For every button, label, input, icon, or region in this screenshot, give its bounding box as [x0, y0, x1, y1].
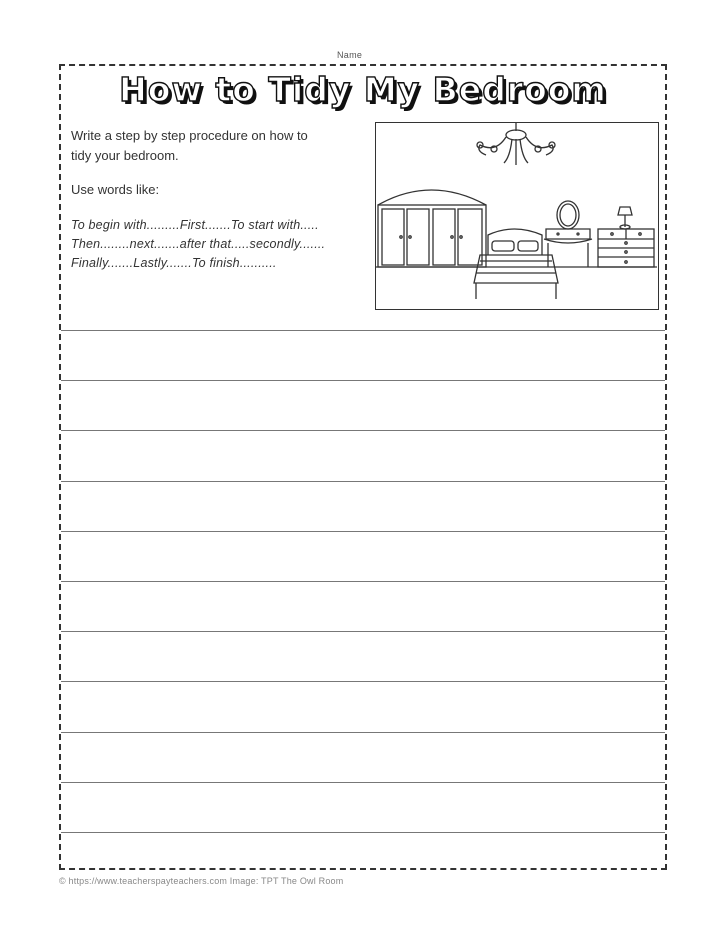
name-label: Name [337, 50, 363, 60]
worksheet-border [59, 64, 667, 870]
instruction-line-1: Write a step by step procedure on how to [71, 128, 308, 143]
writing-line[interactable] [61, 430, 665, 431]
writing-line[interactable] [61, 732, 665, 733]
writing-line[interactable] [61, 330, 665, 331]
writing-line[interactable] [61, 581, 665, 582]
wardrobe-icon [378, 190, 486, 267]
use-words-label: Use words like: [71, 182, 160, 197]
vanity-mirror-icon [544, 201, 592, 267]
bedroom-illustration [375, 122, 659, 310]
writing-line[interactable] [61, 631, 665, 632]
example-words-line-2: Then........next.......after that.....secondly....... [71, 237, 326, 251]
chandelier-icon [477, 123, 555, 165]
example-words-line-3: Finally.......Lastly.......To finish.......... [71, 256, 277, 270]
instruction-line-2: tidy your bedroom. [71, 148, 179, 163]
dresser-lamp-icon [598, 207, 654, 267]
example-words-line-1: To begin with.........First.......To start with..... [71, 218, 319, 232]
worksheet-title: How to Tidy My Bedroom [119, 70, 607, 109]
writing-line[interactable] [61, 832, 665, 833]
writing-line[interactable] [61, 782, 665, 783]
writing-line[interactable] [61, 380, 665, 381]
instructions [71, 126, 366, 273]
writing-line[interactable] [61, 531, 665, 532]
writing-line[interactable] [61, 681, 665, 682]
footer-credit: © https://www.teacherspayteachers.com Image: TPT The Owl Room [59, 876, 344, 886]
writing-line[interactable] [61, 481, 665, 482]
